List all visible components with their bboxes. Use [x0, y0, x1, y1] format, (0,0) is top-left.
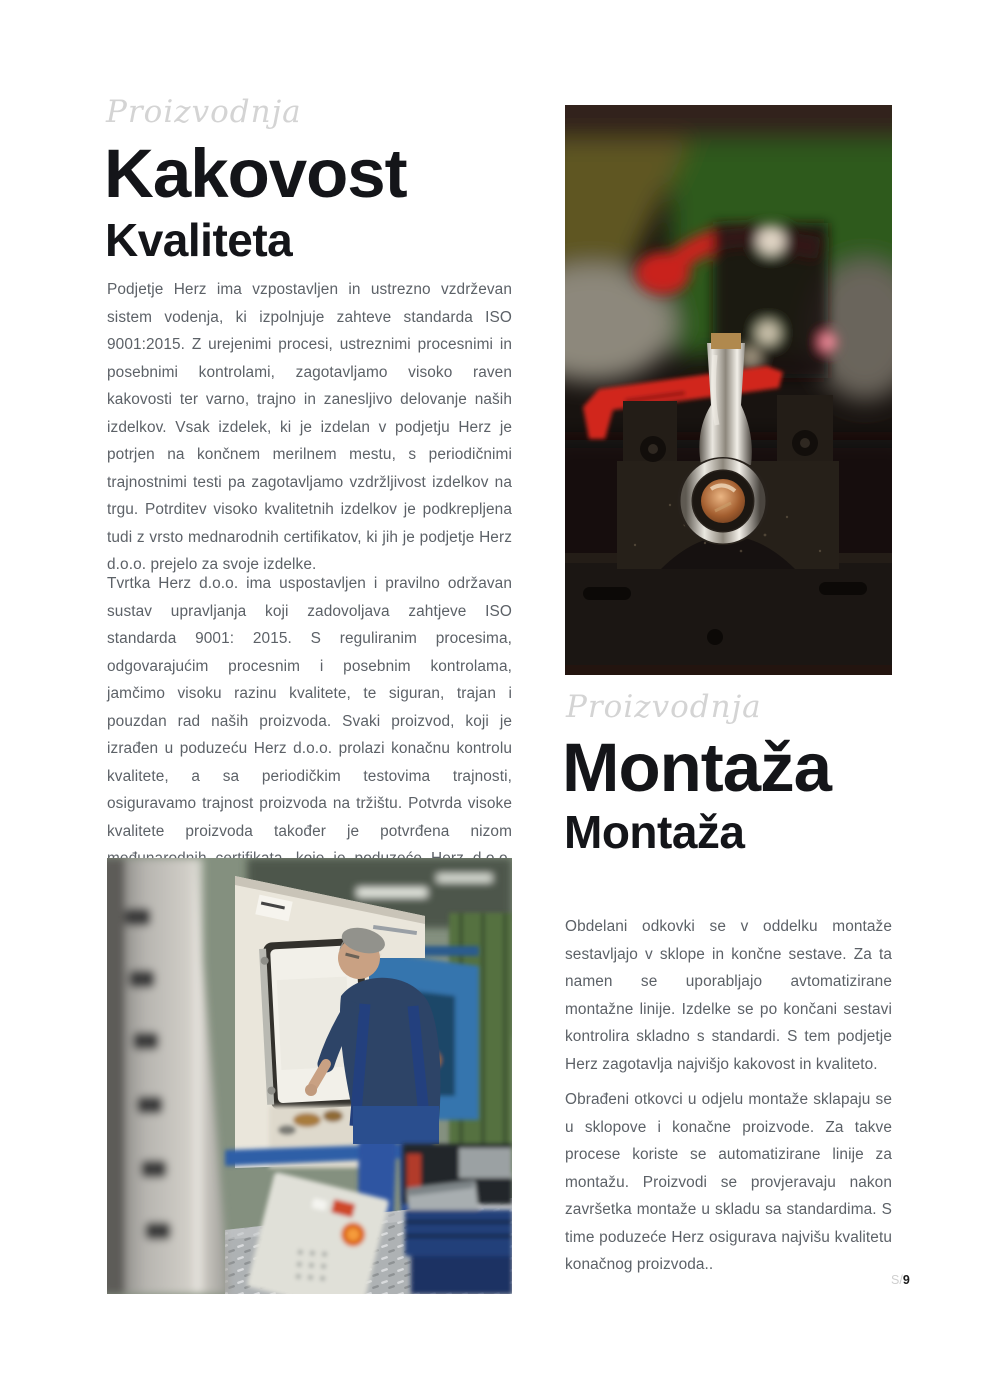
- right-title: Montaža: [562, 729, 831, 806]
- valve-fixture-photo: [565, 105, 892, 675]
- left-paragraph-croatian: Tvrtka Herz d.o.o. ima uspostavljen i pravilno održavan sustav upravljanja koji zadovoljava zahtjeve ISO standarda 9001: 2015. S reguliranim procesima, odgovarajućim procesnim i posebnim kontrolama, jamčimo visoku razinu kvalitete, te siguran, trajan i pouzdan rad naših proizvoda. Svaki proizvod, koji je izrađen u poduzeću Herz d.o.o. prolazi konačnu kontrolu kvalitete, a sa periodičkim testovima trajnosti, osiguravamo trajnost proizvoda na tržištu. Potvrda visoke kvalitete proizvoda također je potvrđena nizom: [107, 575, 512, 840]
- right-paragraph-slovenian: Obdelani odkovki se v oddelku montaže sestavljajo v sklope in končne sestave. Za ta namen se uporabljajo avtomatizirane montažne linije. Izdelke se po končani sestavi kontrolira skladno s standardi. S tem podjetje Herz zagotavlja najvišjo kakovost in kvaliteto.: [565, 918, 892, 1073]
- left-title: Kakovost: [104, 135, 407, 212]
- left-eyebrow: Proizvodnja: [106, 94, 302, 130]
- page-number-prefix: S/: [891, 1273, 903, 1287]
- page-number-current: 9: [902, 1273, 910, 1287]
- right-subtitle: Montaža: [564, 806, 745, 858]
- right-eyebrow: Proizvodnja: [566, 689, 762, 725]
- page-number: [891, 1274, 910, 1287]
- worker-assembly-photo: [107, 858, 512, 1294]
- left-paragraph-slovenian: Podjetje Herz ima vzpostavljen in ustrezno vzdrževan sistem vodenja, ki izpolnjuje zahteve standarda ISO 9001:2015. Z urejenimi procesi, ustreznimi procesnimi in posebnimi kontrolami, zagotavljamo visoko raven kakovosti ter varno, trajno in zanesljivo delovanje naših izdelkov. Vsak izdelek, ki je izdelan v podjetju Herz je potrjen na končnem merilnem mestu, s periodičnimi trajnostnimi testi pa zagotavljamo vzdržljivost izdelkov na trgu. Potrditev visoko kvalitetnih izdelkov je podkrepljena tudi z vrsto mednarodnih certifikatov, ki jih je podjetje Herz d.o.o. prejelo za svoje izdelke.: [107, 281, 512, 573]
- left-subtitle: Kvaliteta: [105, 214, 293, 266]
- right-paragraph-croatian: Obrađeni otkovci u odjelu montaže sklapaju se u sklopove i konačne proizvode. Za takve procese koriste se automatizirane linije za montažu. Proizvodi se provjeravaju nakon završetka montaže u skladu sa standardima. S time poduzeće Herz osigurava najvišu kvalitetu konačnog proizvoda..: [565, 1091, 892, 1273]
